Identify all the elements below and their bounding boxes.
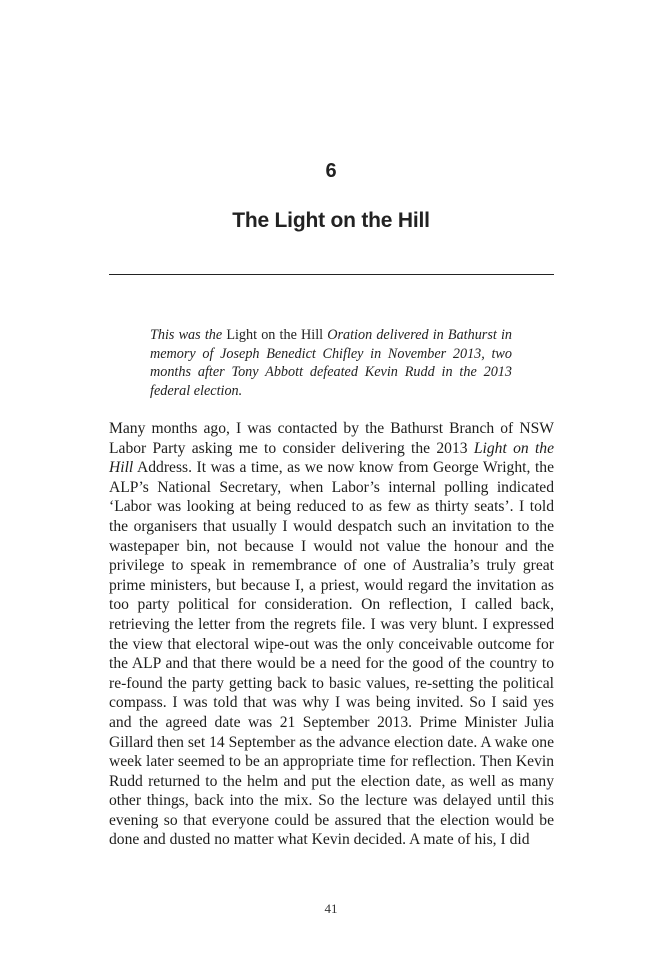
body-text-1: Many months ago, I was contacted by the Bathurst Branch of NSW Labor Party asking me to consider delivering the 2013 [109, 420, 554, 457]
epigraph-text-2: Oration delivered in Bathurst in memory of Joseph Benedict Chifley in November 2013, two months after Tony Abbott defeated Kevin Rudd in the 2013 federal election. [150, 327, 512, 399]
chapter-title: The Light on the Hill [232, 209, 430, 232]
page-number: 41 [324, 901, 338, 916]
epigraph-text-1: This was the [150, 327, 227, 343]
epigraph [150, 326, 512, 400]
body-text-2: Address. It was a time, as we now know from George Wright, the ALP’s National Secretary, when Labor’s internal polling indicated ‘Labor was looking at being reduced to as few as thirty seats’. I told the organisers that usually I would despatch such an invitation to the wastepaper bin, not because I would not value the honour and the privilege to speak in remembrance of one of Australia’s truly great prime ministers, but because I, a priest, would regard the invitation as too party political for consideration. On reflection, I called back, retrieving the letter from the regrets file. I was very blunt. I expressed the view that electoral wipe-out was the only conceivable outcome for the ALP and that there would be a need for the good of the country to re-found the party getting back to basic values, re-setting the political compass. I was told that was why I was being invited. So I said yes and the agreed date was 21 September 2013. Prime Minister Julia Gillard then set 14 September as the advance election date. A wake one week later seemed to be an appropriate time for reflection. Then Kevin Rudd returned to the helm and put the election date, as well as many other things, back into the mix. So the lecture was delayed until this evening so that everyone could be assured that the election would be done and dusted no matter what Kevin decided. A mate of his, I did [109, 459, 554, 849]
body-italic-title: Light on the Hill [109, 439, 554, 477]
title-divider [109, 274, 554, 275]
chapter-number: 6 [325, 160, 337, 182]
body-paragraph [109, 419, 554, 850]
epigraph-title-reference: Light on the Hill [226, 327, 324, 343]
